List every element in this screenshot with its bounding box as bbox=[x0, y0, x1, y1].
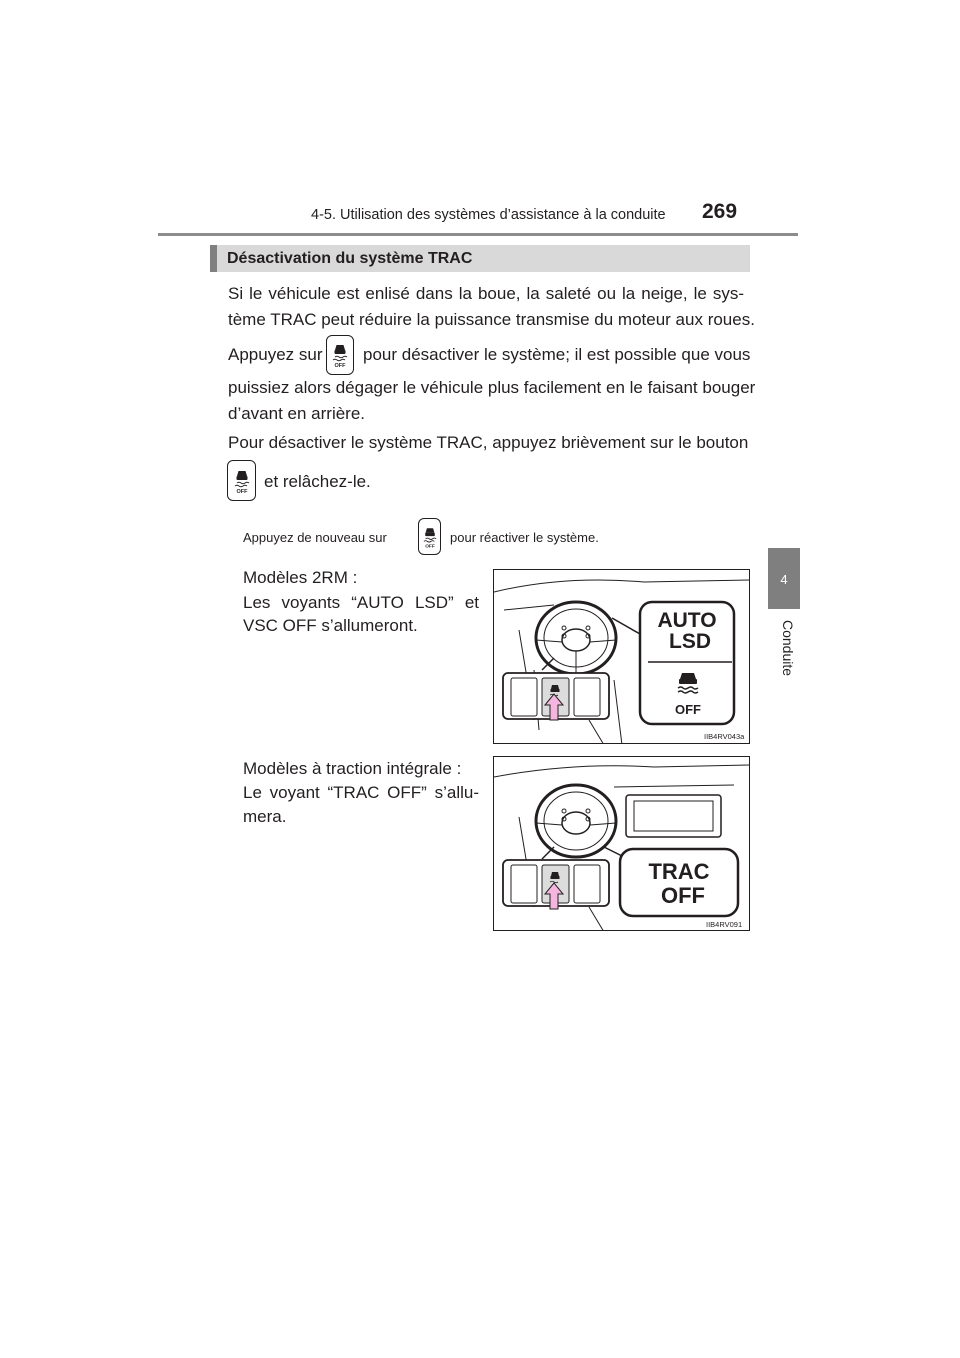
lsd-indicator-text: LSD bbox=[669, 630, 711, 653]
model-description: mera. bbox=[243, 807, 287, 826]
note-text: pour réactiver le système. bbox=[450, 530, 599, 545]
paragraph-text: et relâchez-le. bbox=[264, 472, 371, 491]
vsc-off-button-icon bbox=[418, 518, 441, 555]
figure-code: IIB4RV043a bbox=[704, 732, 745, 741]
header-rule bbox=[158, 233, 798, 236]
paragraph-line: Pour désactiver le système TRAC, appuyez brièvement sur le bouton bbox=[228, 433, 749, 452]
chapter-tab-label: Conduite bbox=[780, 620, 796, 677]
running-header: 4-5. Utilisation des systèmes d’assistance à la conduite bbox=[311, 207, 666, 223]
model-description: Le voyant “TRAC OFF” s’allu- bbox=[243, 783, 479, 802]
paragraph-text: pour désactiver le système; il est possible que vous bbox=[363, 345, 751, 364]
button-icon-label: OFF bbox=[236, 488, 247, 494]
model-heading: Modèles à traction intégrale : bbox=[243, 759, 462, 778]
trac-indicator-text: TRAC bbox=[648, 859, 710, 884]
dashboard-illustration bbox=[494, 757, 750, 931]
off-indicator-text: OFF bbox=[661, 883, 705, 908]
paragraph-line: d’avant en arrière. bbox=[228, 404, 366, 423]
vsc-off-button-icon bbox=[326, 335, 354, 375]
model-description: VSC OFF s’allumeront. bbox=[243, 616, 418, 635]
paragraph-line: puissiez alors dégager le véhicule plus facilement en le faisant bouger bbox=[228, 378, 756, 397]
section-heading-text: Désactivation du système TRAC bbox=[227, 250, 473, 267]
page-number: 269 bbox=[702, 200, 738, 223]
figure-2wd-dashboard bbox=[493, 569, 750, 744]
paragraph-line: tème TRAC peut réduire la puissance transmise du moteur aux roues. bbox=[228, 310, 755, 329]
figure-4wd-dashboard bbox=[493, 756, 750, 931]
figure-code: IIB4RV091 bbox=[706, 920, 743, 929]
dashboard-illustration bbox=[494, 570, 750, 744]
model-description: Les voyants “AUTO LSD” et bbox=[243, 593, 479, 612]
section-heading bbox=[210, 245, 750, 272]
vsc-off-button-icon bbox=[227, 460, 256, 501]
chapter-tab-number: 4 bbox=[780, 572, 788, 587]
off-indicator-text: OFF bbox=[675, 702, 701, 717]
button-icon-label: OFF bbox=[334, 363, 346, 368]
model-heading: Modèles 2RM : bbox=[243, 568, 358, 587]
paragraph-text: Appuyez sur bbox=[228, 345, 323, 364]
paragraph-line: Si le véhicule est enlisé dans la boue, la saleté ou la neige, le sys- bbox=[228, 284, 744, 303]
button-icon-label: OFF bbox=[424, 544, 435, 549]
auto-indicator-text: AUTO bbox=[657, 609, 717, 632]
note-text: Appuyez de nouveau sur bbox=[243, 530, 387, 545]
